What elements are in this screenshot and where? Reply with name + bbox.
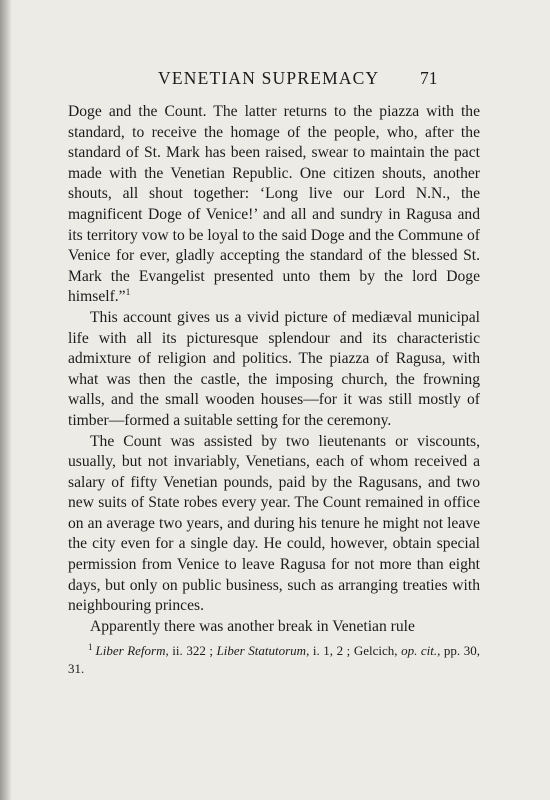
footnote-number: 1 [88,641,93,652]
paragraph-3: The Count was assisted by two lieutenants or viscounts, usually, but not invariably, Venetians, each of whom received a salary of fifty Venetian pounds, paid by the Ragusans, and two new suits of State robes every year. The Count remained in office on an average two years, and during his tenure he might not leave the city even for a single day. He could, however, obtain special permission from Venice to leave Ragusa for not more than eight days, but only on public business, such as arranging treaties with neighbouring princes. [68,432,480,615]
paragraph-1 [68,102,480,308]
paragraph-1-text: Doge and the Count. The latter returns to the piazza with the standard, to receive the homage of the people, who, after the standard of St. Mark has been raised, swear to maintain the pact made with the Venetian Republic. One citizen shouts, another shouts, all shout together: ‘Long live our Lord N.N., the magnificent Doge of Venice!’ and all and sundry in Ragusa and its territory vow to be loyal to the said Doge and the Commune of Venice for ever, gladly accepting the standard of the blessed St. Mark the Evangelist presented unto them by the lord Doge himself.” [68,103,480,306]
running-title: VENETIAN SUPREMACY [158,68,380,88]
footnote-work-3: op. cit. [401,643,438,658]
footnote-work-2: Liber Statutorum [216,643,307,658]
footnote-ref-3: , pp. 30, 31. [68,643,480,676]
body-text [68,102,480,637]
paragraph-4: Apparently there was another break in Venetian rule [90,617,415,635]
paragraph-2: This account gives us a vivid picture of mediæval municipal life with all its picturesque splendour and its characteristic admixture of religion and politics. The piazza of Ragusa, with what was then the castle, the imposing church, the frowning walls, and the small wooden houses—for it was still mostly of timber—formed a suitable setting for the ceremony. [68,308,480,429]
binding-shadow [0,0,12,800]
footnote-ref-2: , i. 1, 2 ; Gelcich, [306,643,402,658]
footnote-work-1: Liber Reform [95,643,166,658]
footnote-ref-1: , ii. 322 ; [165,643,217,658]
footnote [68,642,480,678]
page-number: 71 [420,68,438,88]
footnote-reference: 1 [125,288,131,299]
